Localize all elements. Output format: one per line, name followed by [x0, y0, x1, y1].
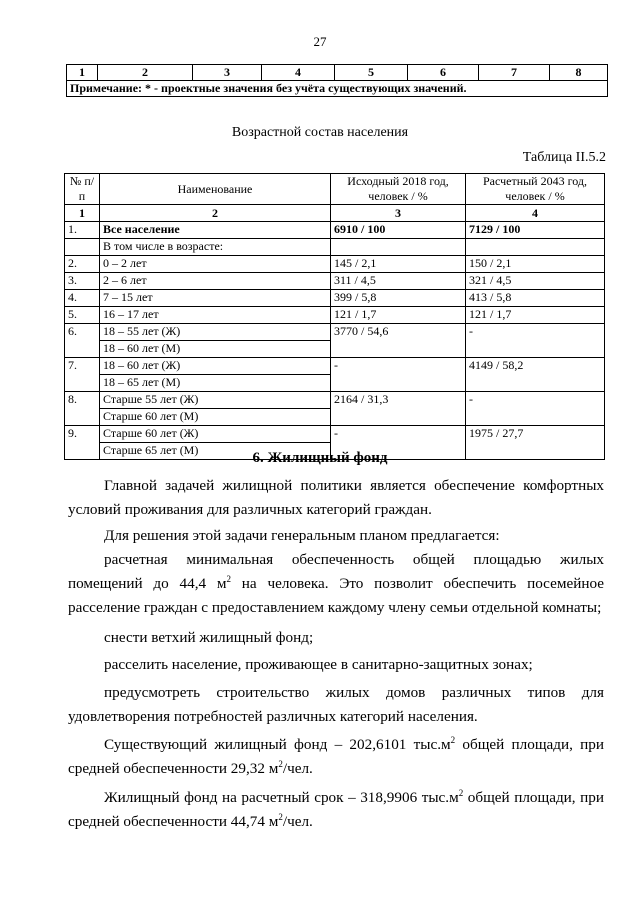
header-num: № п/п	[65, 174, 100, 205]
column-number-row	[67, 65, 608, 81]
table-row	[65, 358, 605, 375]
paragraph-text: общей площади, при средней обеспеченности 44,74 м	[68, 789, 604, 830]
row-name: 18 – 60 лет (М)	[100, 341, 331, 358]
table-row	[65, 426, 605, 443]
row-value-2018: 145 / 2,1	[331, 256, 466, 273]
row-value-2018: 311 / 4,5	[331, 273, 466, 290]
table-row	[65, 307, 605, 324]
col-number-cell: 6	[408, 65, 479, 81]
row-name: Старше 65 лет (М)	[100, 443, 331, 460]
header-row	[65, 174, 605, 205]
row-num: 2.	[65, 256, 100, 273]
row-value-2018: 121 / 1,7	[331, 307, 466, 324]
row-num: 3.	[65, 273, 100, 290]
row-value-2018: -	[331, 426, 466, 460]
row-name: 0 – 2 лет	[100, 256, 331, 273]
row-value-2043: 321 / 4,5	[466, 273, 605, 290]
row-name: 18 – 55 лет (Ж)	[100, 324, 331, 341]
row-num: 9.	[65, 426, 100, 460]
superscript: 2	[458, 787, 464, 798]
row-num: 5.	[65, 307, 100, 324]
row-name: 16 – 17 лет	[100, 307, 331, 324]
row-name: 18 – 65 лет (М)	[100, 375, 331, 392]
row-num: 6.	[65, 324, 100, 358]
paragraph	[68, 786, 604, 834]
paragraph	[68, 548, 604, 620]
row-name: Старше 55 лет (Ж)	[100, 392, 331, 409]
paragraph-text: /чел.	[282, 813, 313, 830]
col-number-cell: 3	[193, 65, 262, 81]
row-value-2043: 7129 / 100	[466, 222, 605, 239]
paragraph: расселить население, проживающее в санитарно-защитных зонах;	[104, 656, 533, 673]
header-2018: Исходный 2018 год, человек / %	[331, 174, 466, 205]
paragraph: снести ветхий жилищный фонд;	[104, 629, 314, 646]
row-value-2018: -	[331, 358, 466, 392]
table-row	[65, 324, 605, 341]
col-number-cell: 3	[331, 205, 466, 222]
row-name: Все население	[100, 222, 331, 239]
table-note: Примечание: * - проектные значения без учёта существующих значений.	[67, 81, 608, 97]
row-value-2043: 1975 / 27,7	[466, 426, 605, 460]
table-row	[65, 392, 605, 409]
paragraph	[68, 733, 604, 781]
row-value-2043: 150 / 2,1	[466, 256, 605, 273]
table-row	[65, 290, 605, 307]
row-value-2018: 6910 / 100	[331, 222, 466, 239]
superscript: 2	[226, 573, 231, 584]
table-row	[65, 256, 605, 273]
page-number: 27	[313, 34, 327, 49]
header-name: Наименование	[100, 174, 331, 205]
paragraph: Главной задачей жилищной политики является обеспечение комфортных условий проживания для различных категорий граждан.	[68, 477, 604, 518]
row-value-2043: 4149 / 58,2	[466, 358, 605, 392]
header-2043: Расчетный 2043 год, человек / %	[466, 174, 605, 205]
col-number-cell: 8	[550, 65, 608, 81]
table-row-total	[65, 222, 605, 239]
row-value-2043: 121 / 1,7	[466, 307, 605, 324]
row-name: 7 – 15 лет	[100, 290, 331, 307]
row-num: 4.	[65, 290, 100, 307]
row-value-2043: -	[466, 324, 605, 358]
row-num: 7.	[65, 358, 100, 392]
row-name: 18 – 60 лет (Ж)	[100, 358, 331, 375]
paragraph-text: Существующий жилищный фонд – 202,6101 тыс.м	[104, 736, 451, 753]
row-name: Старше 60 лет (Ж)	[100, 426, 331, 443]
table-row	[65, 273, 605, 290]
col-number-cell: 4	[262, 65, 335, 81]
paragraph-text: Жилищный фонд на расчетный срок – 318,9906 тыс.м	[104, 789, 459, 806]
superscript: 2	[450, 734, 456, 745]
paragraph-text: расчетная минимальная обеспеченность общей площадью жилых помещений до 44,4 м	[68, 551, 604, 592]
row-num: 1.	[65, 222, 100, 239]
section-heading: 6. Жилищный фонд	[252, 450, 388, 466]
table-caption: Возрастной состав населения	[231, 125, 409, 140]
col-number-cell: 5	[335, 65, 408, 81]
row-value-2018: 399 / 5,8	[331, 290, 466, 307]
paragraph-text: на человека. Это позволит обеспечить посемейное расселение граждан с предоставлением каждому члену семьи отдельной комнаты;	[68, 575, 604, 616]
column-number-row	[65, 205, 605, 222]
row-subheading: В том числе в возрасте:	[100, 239, 331, 256]
col-number-cell: 4	[466, 205, 605, 222]
table-row-subheading	[65, 239, 605, 256]
row-value-2043: -	[466, 392, 605, 426]
row-name: 2 – 6 лет	[100, 273, 331, 290]
row-num: 8.	[65, 392, 100, 426]
paragraph: предусмотреть строительство жилых домов различных типов для удовлетворения потребностей различных категорий населения.	[68, 684, 604, 725]
superscript: 2	[278, 758, 283, 769]
col-number-cell: 1	[65, 205, 100, 222]
col-number-cell: 7	[479, 65, 550, 81]
table-id: Таблица II.5.2	[522, 150, 606, 165]
row-value-2018: 3770 / 54,6	[331, 324, 466, 358]
age-composition-table	[64, 173, 605, 460]
continued-table-header	[66, 64, 608, 97]
paragraph: Для решения этой задачи генеральным планом предлагается:	[104, 527, 500, 544]
col-number-cell: 2	[98, 65, 193, 81]
col-number-cell: 2	[100, 205, 331, 222]
superscript: 2	[278, 811, 283, 822]
row-value-2018: 2164 / 31,3	[331, 392, 466, 426]
paragraph-text: общей площади, при средней обеспеченности 29,32 м	[68, 736, 605, 777]
col-number-cell: 1	[67, 65, 98, 81]
paragraph-text: /чел.	[282, 760, 313, 777]
row-name: Старше 60 лет (М)	[100, 409, 331, 426]
row-value-2043: 413 / 5,8	[466, 290, 605, 307]
